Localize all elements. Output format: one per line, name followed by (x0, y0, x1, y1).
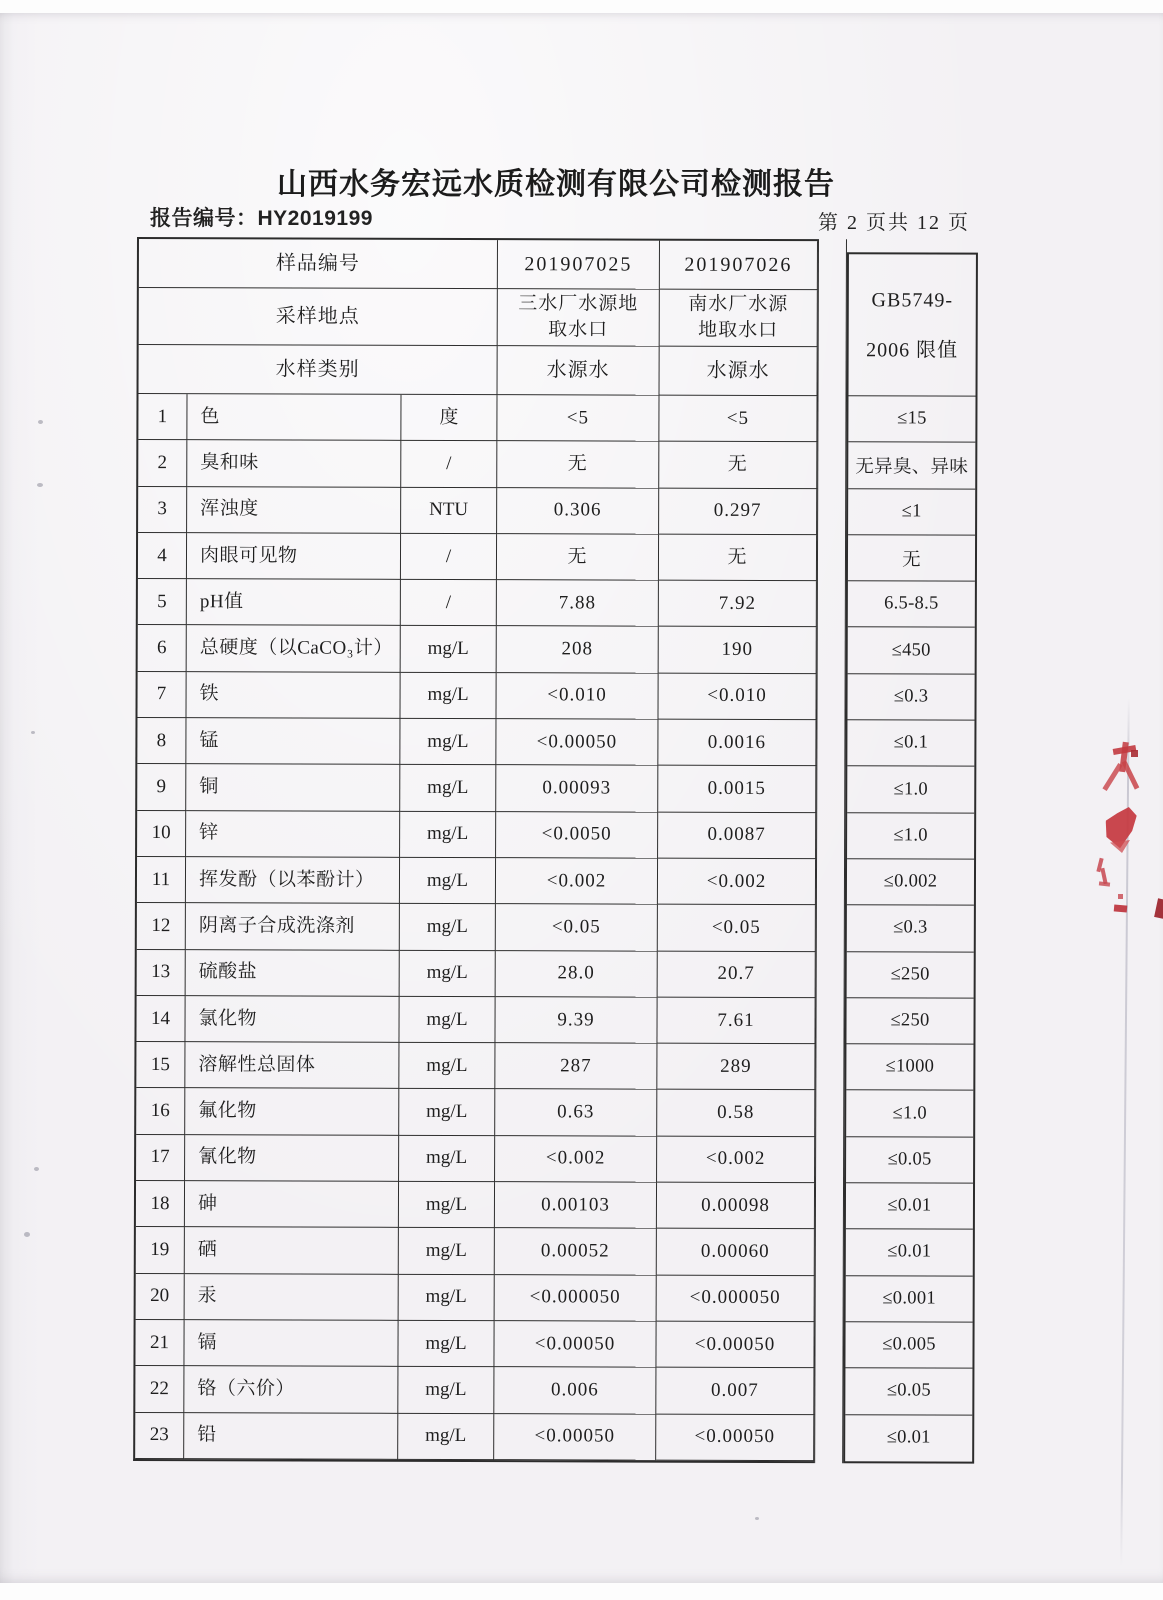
limit-value: ≤450 (848, 628, 975, 675)
seal-stroke (1118, 894, 1123, 899)
sample-type-label: 水样类别 (139, 345, 498, 395)
row-number: 16 (136, 1088, 185, 1134)
report-title: 山西水务宏远水质检测有限公司检测报告 (277, 168, 835, 202)
parameter-name: 氟化物 (185, 1089, 399, 1136)
sample1-value: <0.00050 (494, 1414, 656, 1461)
limit-value: ≤1 (848, 489, 975, 536)
sample1-value: <0.002 (495, 1136, 657, 1183)
seal-stroke (1131, 750, 1138, 757)
limit-value: ≤1.0 (847, 767, 974, 814)
sample2-value: 无 (659, 442, 817, 489)
sample2-value: 7.92 (659, 581, 817, 628)
row-number: 12 (137, 903, 186, 949)
sample2-value: <0.010 (658, 673, 816, 720)
unit-value: mg/L (401, 626, 497, 673)
unit-value: mg/L (400, 812, 496, 859)
report-number: 报告编号：HY2019199 (150, 207, 373, 230)
sample2-value: 0.0016 (658, 720, 816, 767)
sample2-value: <0.002 (658, 859, 816, 906)
scan-speck (37, 483, 43, 487)
sample1-value: 0.00093 (496, 766, 658, 813)
row-number: 11 (137, 857, 186, 903)
limit-value: ≤0.005 (845, 1322, 972, 1369)
sample1-value: 208 (497, 627, 659, 674)
sample1-value: <0.00050 (496, 719, 658, 766)
sampling-site-2: 南水厂水源 地取水口 (660, 290, 818, 347)
row-number: 13 (137, 950, 186, 996)
parameter-name: 氰化物 (185, 1135, 399, 1182)
scan-speck (31, 731, 35, 734)
parameter-name: 铜 (186, 765, 400, 812)
limit-value: ≤1.0 (846, 1091, 973, 1138)
limit-value: 6.5-8.5 (848, 581, 975, 628)
sample2-value: 7.61 (657, 997, 815, 1044)
sample-id-1: 201907025 (498, 240, 660, 290)
sample1-value: 7.88 (497, 580, 659, 627)
sample2-value: <0.00050 (656, 1414, 814, 1461)
row-number: 9 (137, 764, 186, 810)
row-number: 19 (136, 1227, 185, 1273)
unit-value: / (401, 534, 497, 581)
parameter-name: 硫酸盐 (186, 950, 400, 997)
sample-type-1: 水源水 (498, 346, 660, 396)
limit-value: ≤0.01 (846, 1230, 973, 1277)
parameter-name: 汞 (185, 1274, 399, 1321)
parameter-name: 臭和味 (187, 440, 401, 487)
row-number: 22 (135, 1366, 184, 1412)
unit-value: 度 (401, 395, 497, 442)
sample-id-2: 201907026 (660, 241, 818, 290)
limit-value: ≤0.05 (846, 1137, 973, 1184)
sample-id-label: 样品编号 (139, 239, 498, 289)
sample1-value: 0.63 (495, 1090, 657, 1137)
limit-value: 无异臭、异味 (848, 443, 975, 490)
unit-value: mg/L (399, 1228, 495, 1275)
sample2-value: <0.002 (657, 1136, 815, 1183)
sample2-value: 289 (657, 1044, 815, 1091)
unit-value: mg/L (399, 1182, 495, 1229)
sampling-site-label: 采样地点 (139, 288, 498, 346)
parameter-name: 硒 (185, 1227, 399, 1274)
row-number: 18 (136, 1181, 185, 1227)
unit-value: mg/L (399, 1136, 495, 1183)
sampling-site-1: 三水厂水源地 取水口 (498, 289, 660, 347)
unit-value: mg/L (399, 1274, 495, 1321)
limit-value: ≤250 (847, 952, 974, 999)
row-number: 3 (138, 487, 187, 533)
parameter-name: 锌 (186, 811, 400, 858)
sample1-value: 287 (495, 1043, 657, 1090)
sample2-value: <5 (659, 396, 817, 443)
unit-value: mg/L (398, 1367, 494, 1414)
scan-speck (755, 1517, 759, 1520)
sample2-value: 0.58 (657, 1090, 815, 1137)
parameter-name: 总硬度（以CaCO₃计） (187, 626, 401, 673)
sample1-value: 0.306 (497, 488, 659, 535)
row-number: 23 (135, 1413, 184, 1459)
limit-value: ≤1.0 (847, 813, 974, 860)
main-grid (133, 237, 818, 1463)
limit-value: ≤15 (848, 396, 975, 443)
sample2-value: 20.7 (658, 951, 816, 998)
parameter-name: 砷 (185, 1181, 399, 1228)
unit-value: / (401, 580, 497, 627)
limit-value: ≤0.01 (886, 1427, 931, 1448)
parameter-name: 挥发酚（以苯酚计） (186, 857, 400, 904)
parameter-name: 铁 (186, 672, 400, 719)
unit-value: mg/L (400, 719, 496, 766)
limit-value: ≤0.05 (845, 1368, 972, 1415)
limit-value: ≤0.3 (847, 905, 974, 952)
parameter-name: 镉 (184, 1320, 398, 1367)
sample2-value: 190 (659, 627, 817, 674)
parameter-name: 氯化物 (185, 996, 399, 1043)
sample1-value: 无 (497, 534, 659, 581)
limit-value: ≤0.002 (847, 859, 974, 906)
row-number: 2 (138, 440, 187, 486)
sample1-value: <0.00050 (494, 1321, 656, 1368)
sample1-value: <0.002 (496, 858, 658, 905)
sample1-value: 28.0 (496, 951, 658, 998)
sample2-value: 0.00060 (657, 1229, 815, 1276)
sample1-value: 无 (497, 441, 659, 488)
unit-value: mg/L (399, 997, 495, 1044)
parameter-name: 铬（六价） (184, 1366, 398, 1413)
sample2-value: 0.0087 (658, 812, 816, 859)
sample1-value: <5 (497, 395, 659, 442)
limit-value: ≤1000 (846, 1044, 973, 1091)
sample2-value: <0.05 (658, 905, 816, 952)
unit-value: mg/L (399, 1089, 495, 1136)
unit-value: mg/L (400, 673, 496, 720)
sample1-value: 9.39 (495, 997, 657, 1044)
standard-limit-label: GB5749- 2006 限值 (849, 254, 976, 396)
limit-value: ≤0.01 (846, 1183, 973, 1230)
parameter-name: pH值 (187, 579, 401, 626)
parameter-name: 色 (187, 394, 401, 441)
unit-value: mg/L (400, 950, 496, 997)
sample1-value: 0.006 (494, 1367, 656, 1414)
sample2-value: <0.000050 (657, 1275, 815, 1322)
parameter-name: 浑浊度 (187, 487, 401, 534)
limit-value: ≤0.001 (846, 1276, 973, 1323)
row-number: 20 (136, 1274, 185, 1320)
seal-stroke (1114, 904, 1128, 912)
row-number: 17 (136, 1135, 185, 1181)
scan-speck (34, 1167, 39, 1171)
row-number: 8 (137, 718, 186, 764)
unit-value: mg/L (399, 1043, 495, 1090)
results-table (133, 237, 978, 1464)
row-number: 14 (136, 996, 185, 1042)
parameter-name: 锰 (186, 718, 400, 765)
page-indicator: 第 2 页共 12 页 (818, 212, 970, 234)
unit-value: NTU (401, 487, 497, 534)
spacer-column (814, 239, 847, 1463)
sample2-value: <0.00050 (656, 1322, 814, 1369)
limit-value: ≤0.1 (847, 720, 974, 767)
limit-value: ≤250 (846, 998, 973, 1045)
limit-value: 无 (848, 535, 975, 582)
sample2-value: 0.0015 (658, 766, 816, 813)
row-number: 10 (137, 811, 186, 857)
sample2-value: 0.00098 (657, 1183, 815, 1230)
sample1-value: <0.000050 (495, 1275, 657, 1322)
row-number: 4 (138, 533, 187, 579)
row-number: 7 (137, 672, 186, 718)
unit-value: mg/L (400, 765, 496, 812)
row-number: 6 (138, 625, 187, 671)
unit-value: mg/L (400, 858, 496, 905)
sample1-value: <0.05 (496, 904, 658, 951)
parameter-name: 阴离子合成洗涤剂 (186, 903, 400, 950)
limit-value: ≤0.3 (847, 674, 974, 721)
parameter-name: 溶解性总固体 (185, 1042, 399, 1089)
scan-speck (38, 420, 43, 424)
parameter-name: 肉眼可见物 (187, 533, 401, 580)
row-number: 5 (138, 579, 187, 625)
sample1-value: <0.0050 (496, 812, 658, 859)
unit-value: / (401, 441, 497, 488)
sample1-value: <0.010 (496, 673, 658, 720)
row-number: 21 (135, 1320, 184, 1366)
row-number: 15 (136, 1042, 185, 1088)
row-number: 1 (138, 394, 187, 440)
sample1-value: 0.00052 (495, 1228, 657, 1275)
sample2-value: 0.297 (659, 488, 817, 535)
sample2-value: 无 (659, 535, 817, 582)
sample1-value: 0.00103 (495, 1182, 657, 1229)
unit-value: mg/L (400, 904, 496, 951)
parameter-name: 铅 (184, 1413, 398, 1460)
sample2-value: 0.007 (656, 1368, 814, 1415)
scan-speck (24, 1232, 30, 1237)
limit-column (843, 252, 978, 1463)
unit-value: mg/L (398, 1321, 494, 1368)
unit-value: mg/L (398, 1413, 494, 1460)
sample-type-2: 水源水 (660, 347, 818, 396)
